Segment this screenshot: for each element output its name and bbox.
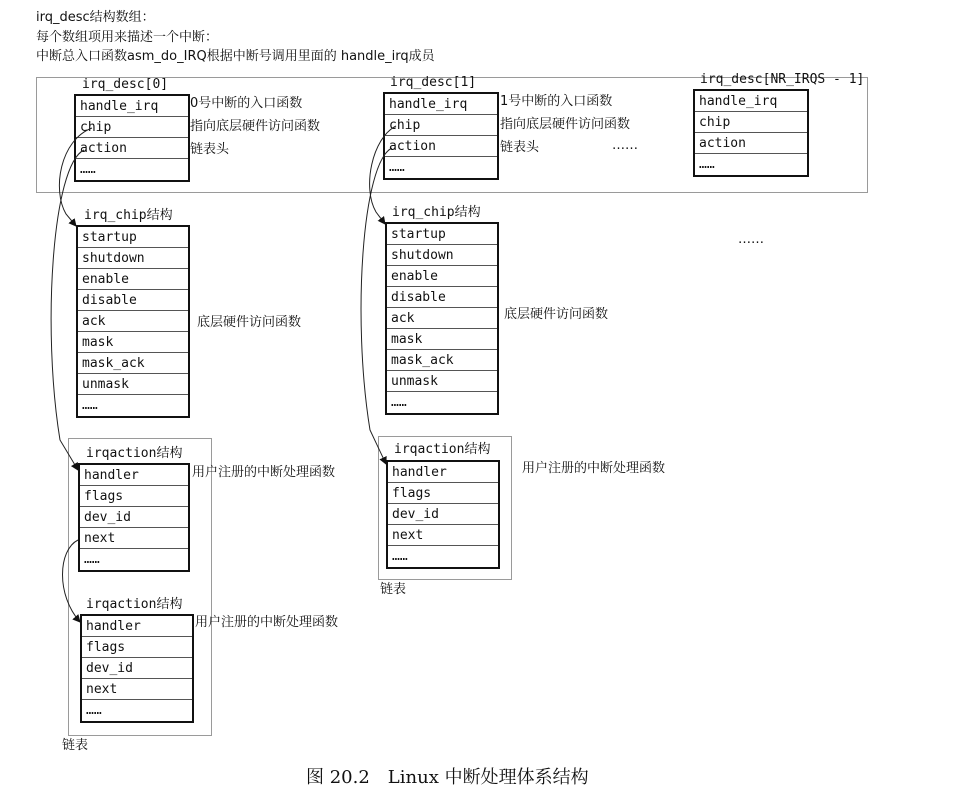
arrow-desc0-chip-to-chip0 — [59, 128, 92, 226]
figure-caption: 图 20.2 Linux 中断处理体系结构 — [306, 767, 589, 788]
action0a-field-dev-id: dev_id — [80, 507, 188, 528]
action0b-field-dev-id: dev_id — [82, 658, 192, 679]
desc1-field-action: action — [385, 136, 497, 157]
desc0-title: irq_desc[0] — [82, 77, 169, 92]
action1-field-handler: handler — [388, 462, 498, 483]
descN-field-handle-irq: handle_irq — [695, 91, 807, 112]
action1-field-dev-id: dev_id — [388, 504, 498, 525]
desc0-note-entry: 0号中断的入口函数 — [190, 96, 303, 111]
desc1-note-entry: 1号中断的入口函数 — [500, 94, 613, 109]
list-label-0: 链表 — [62, 738, 89, 753]
chip1-field-mask: mask — [387, 329, 497, 350]
chip1-field-unmask: unmask — [387, 371, 497, 392]
action0a-field-next: next — [80, 528, 188, 549]
chip1-field-startup: startup — [387, 224, 497, 245]
chip-ellipsis: …… — [738, 232, 764, 247]
descN-field-chip: chip — [695, 112, 807, 133]
action1-field-next: next — [388, 525, 498, 546]
desc0-field-chip: chip — [76, 117, 188, 138]
chip1-title: irq_chip结构 — [392, 205, 481, 220]
desc0-field-more: …… — [80, 162, 96, 177]
chip0-note: 底层硬件访问函数 — [197, 315, 302, 330]
chip1-field-ack: ack — [387, 308, 497, 329]
action0b-field-flags: flags — [82, 637, 192, 658]
chip0-field-unmask: unmask — [78, 374, 188, 395]
desc0-note-chip: 指向底层硬件访问函数 — [190, 119, 321, 134]
action0b-field-next: next — [82, 679, 192, 700]
action1-field-flags: flags — [388, 483, 498, 504]
action0a-title: irqaction结构 — [86, 446, 183, 461]
descN-field-more: …… — [699, 157, 715, 172]
chip0-field-mask: mask — [78, 332, 188, 353]
chip1-field-mask-ack: mask_ack — [387, 350, 497, 371]
action0b-note: 用户注册的中断处理函数 — [195, 615, 339, 630]
action0a-field-more: …… — [84, 552, 100, 567]
chip0-field-enable: enable — [78, 269, 188, 290]
chip0-field-more: …… — [82, 398, 98, 413]
action1-note: 用户注册的中断处理函数 — [522, 461, 666, 476]
desc-ellipsis: …… — [612, 138, 638, 153]
header-line-3: 中断总入口函数asm_do_IRQ根据中断号调用里面的 handle_irq成员 — [36, 49, 435, 64]
arrow-desc1-chip-to-chip1 — [370, 126, 396, 224]
chip1-field-more: …… — [391, 395, 407, 410]
action1-title: irqaction结构 — [394, 442, 491, 457]
chip1-field-enable: enable — [387, 266, 497, 287]
chip0-field-mask-ack: mask_ack — [78, 353, 188, 374]
arrow-desc1-action-to-action1 — [361, 148, 392, 464]
action0b-field-handler: handler — [82, 616, 192, 637]
list-label-1: 链表 — [380, 582, 407, 597]
desc1-field-chip: chip — [385, 115, 497, 136]
action0a-field-flags: flags — [80, 486, 188, 507]
desc0-field-action: action — [76, 138, 188, 159]
header-line-1: irq_desc结构数组： — [36, 10, 155, 25]
chip1-field-disable: disable — [387, 287, 497, 308]
chip0-field-ack: ack — [78, 311, 188, 332]
chip0-field-startup: startup — [78, 227, 188, 248]
action0a-note: 用户注册的中断处理函数 — [192, 465, 336, 480]
arrow-action0a-next-to-action0b — [63, 540, 81, 622]
chip0-field-shutdown: shutdown — [78, 248, 188, 269]
descN-field-action: action — [695, 133, 807, 154]
action0b-field-more: …… — [86, 703, 102, 718]
desc1-field-handle-irq: handle_irq — [385, 94, 497, 115]
desc1-note-chip: 指向底层硬件访问函数 — [500, 117, 631, 132]
chip1-field-shutdown: shutdown — [387, 245, 497, 266]
chip1-note: 底层硬件访问函数 — [504, 307, 609, 322]
desc0-field-handle-irq: handle_irq — [76, 96, 188, 117]
arrow-desc0-action-to-action0a — [51, 150, 84, 470]
desc1-field-more: …… — [389, 160, 405, 175]
action0a-field-handler: handler — [80, 465, 188, 486]
action0b-title: irqaction结构 — [86, 597, 183, 612]
desc0-note-action: 链表头 — [190, 142, 230, 157]
descN-title: irq_desc[NR_IRQS - 1] — [700, 72, 865, 87]
header-line-2: 每个数组项用来描述一个中断： — [36, 30, 219, 45]
action1-field-more: …… — [392, 549, 408, 564]
chip0-field-disable: disable — [78, 290, 188, 311]
chip0-title: irq_chip结构 — [84, 208, 173, 223]
desc1-title: irq_desc[1] — [390, 75, 477, 90]
desc1-note-action: 链表头 — [500, 140, 540, 155]
